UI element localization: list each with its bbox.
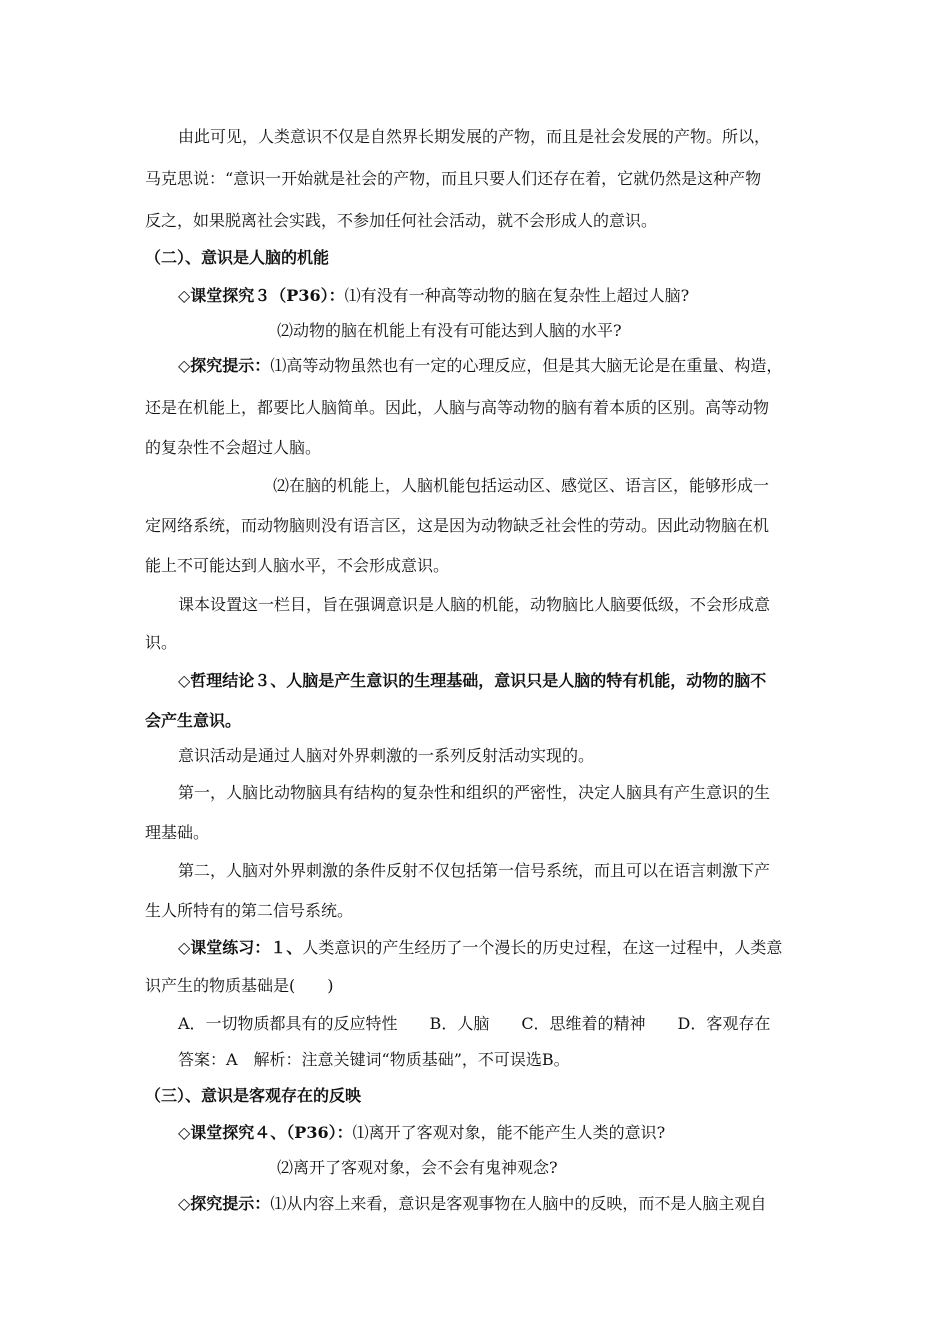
paragraph-line: 由此可见，人类意识不仅是自然界长期发展的产物，而且是社会发展的产物。所以， bbox=[178, 127, 771, 146]
exploration-label: ◇课堂探究４、（P36）： bbox=[178, 1123, 353, 1142]
practice-answer: 答案：A 解析：注意关键词“物质基础”，不可误选B。 bbox=[178, 1050, 570, 1069]
exploration-question: ⑵动物的脑在机能上有没有可能达到人脑的水平? bbox=[277, 321, 622, 340]
paragraph-line: 课本设置这一栏目，旨在强调意识是人脑的机能，动物脑比人脑要低级，不会形成意 bbox=[178, 595, 771, 614]
paragraph-line: 第一，人脑比动物脑具有结构的复杂性和组织的严密性，决定人脑具有产生意识的生 bbox=[178, 783, 771, 802]
exploration-question: ⑴离开了客观对象，能不能产生人类的意识? bbox=[352, 1123, 666, 1142]
practice-question: 人类意识的产生经历了一个漫长的历史过程，在这一过程中，人类意 bbox=[302, 938, 783, 957]
class-exploration-4 bbox=[178, 1122, 665, 1144]
paragraph-line: 识。 bbox=[145, 633, 178, 652]
paragraph-line: 第二，人脑对外界刺激的条件反射不仅包括第一信号系统，而且可以在语言刺激下产 bbox=[178, 861, 771, 880]
section-heading-3: （三）、意识是客观存在的反映 bbox=[145, 1086, 362, 1105]
exploration-label: ◇课堂探究３（P36）： bbox=[178, 286, 345, 305]
paragraph-line: 定网络系统，而动物脑则没有语言区，这是因为动物缺乏社会性的劳动。因此动物脑在机 bbox=[145, 516, 770, 535]
class-practice-1 bbox=[178, 937, 782, 959]
philosophy-conclusion-3: 会产生意识。 bbox=[145, 711, 242, 730]
hint-label: ◇探究提示： bbox=[178, 356, 271, 375]
practice-question: 识产生的物质基础是( ) bbox=[145, 976, 334, 995]
paragraph-line: 的复杂性不会超过人脑。 bbox=[145, 438, 322, 457]
philosophy-conclusion-3: ◇哲理结论３、人脑是产生意识的生理基础，意识只是人脑的特有机能，动物的脑不 bbox=[178, 671, 767, 690]
paragraph-line: 意识活动是通过人脑对外界刺激的一系列反射活动实现的。 bbox=[178, 746, 595, 765]
hint-label: ◇探究提示： bbox=[178, 1194, 271, 1213]
exploration-question: ⑵离开了客观对象，会不会有鬼神观念? bbox=[277, 1158, 558, 1177]
paragraph-line: 马克思说：“意识一开始就是社会的产物，而且只要人们还存在着，它就仍然是这种产物 bbox=[145, 169, 762, 188]
exploration-hint-4 bbox=[178, 1193, 766, 1215]
class-exploration-3 bbox=[178, 285, 689, 307]
hint-text: ⑴高等动物虽然也有一定的心理反应，但是其大脑无论是在重量、构造， bbox=[270, 356, 783, 375]
paragraph-line: ⑵在脑的机能上，人脑机能包括运动区、感觉区、语言区，能够形成一 bbox=[273, 476, 770, 495]
section-heading-2: （二）、意识是人脑的机能 bbox=[145, 248, 330, 267]
practice-options: A．一切物质都具有的反应特性 B．人脑 C．思维着的精神 D．客观存在 bbox=[178, 1014, 771, 1033]
paragraph-line: 能上不可能达到人脑水平，不会形成意识。 bbox=[145, 556, 450, 575]
exploration-hint-3 bbox=[178, 355, 782, 377]
practice-label: ◇课堂练习：１、 bbox=[178, 938, 303, 957]
paragraph-line: 还是在机能上，都要比人脑简单。因此，人脑与高等动物的脑有着本质的区别。高等动物 bbox=[145, 398, 770, 417]
exploration-question: ⑴有没有一种高等动物的脑在复杂性上超过人脑? bbox=[344, 286, 690, 305]
paragraph-line: 反之，如果脱离社会实践，不参加任何社会活动，就不会形成人的意识。 bbox=[145, 211, 658, 230]
paragraph-line: 生人所特有的第二信号系统。 bbox=[145, 901, 354, 920]
hint-text: ⑴从内容上来看，意识是客观事物在人脑中的反映，而不是人脑主观自 bbox=[270, 1194, 767, 1213]
paragraph-line: 理基础。 bbox=[145, 823, 210, 842]
